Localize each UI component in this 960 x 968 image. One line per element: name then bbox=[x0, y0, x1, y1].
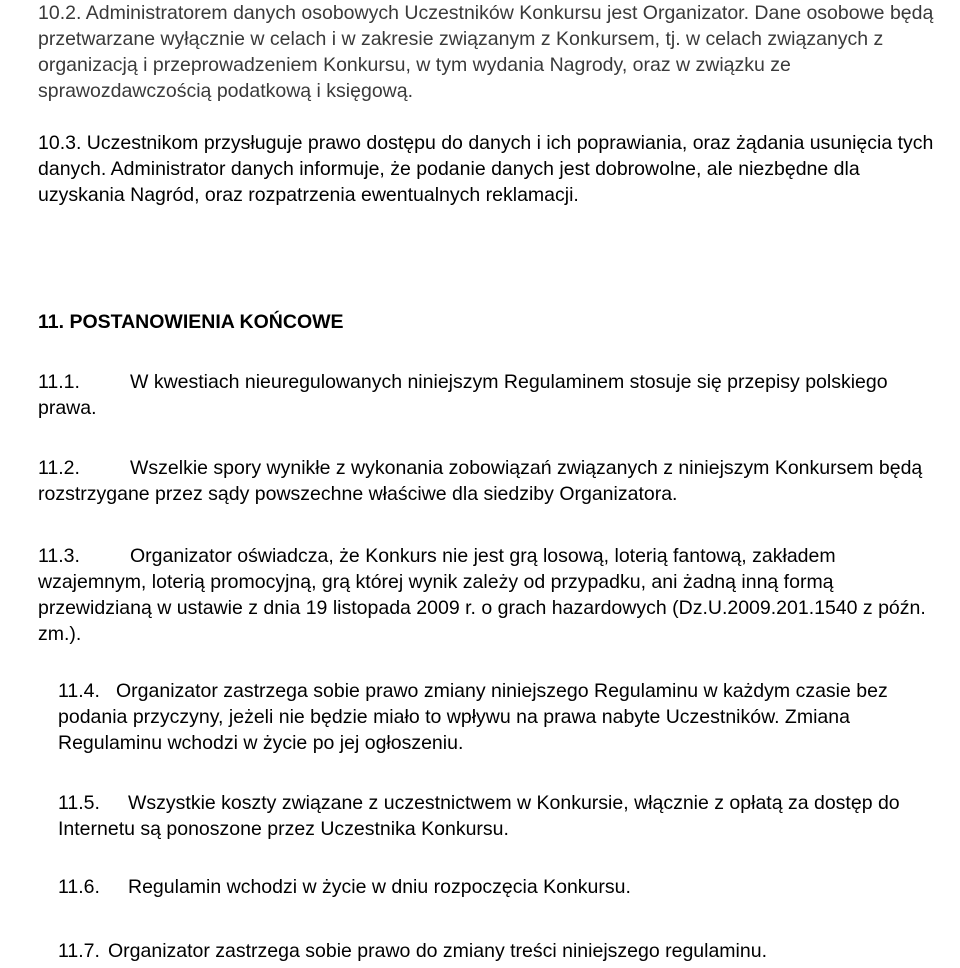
paragraph-number: 10.2. bbox=[38, 2, 82, 24]
paragraph-number: 10.3. bbox=[38, 132, 82, 154]
paragraph-text: Wszystkie koszty związane z uczestnictwem w Konkursie, włącznie z opłatą za dostęp do Internetu są ponoszone przez Uczestnika Konkursu. bbox=[58, 792, 900, 840]
paragraph-text: Organizator zastrzega sobie prawo do zmiany treści niniejszego regulaminu. bbox=[108, 940, 767, 962]
paragraph-10-3 bbox=[38, 130, 943, 208]
paragraph-text: Administratorem danych osobowych Uczestników Konkursu jest Organizator. Dane osobowe będą przetwarzane wyłącznie w celach i w zakresie związanym z Konkursem, tj. w celach związanych z organizacją i przeprowadzeniem Konkursu, w tym wydania Nagrody, oraz w związku ze sprawozdawczością podatkową i księgową. bbox=[38, 2, 934, 102]
paragraph-text: Regulamin wchodzi w życie w dniu rozpoczęcia Konkursu. bbox=[128, 876, 631, 898]
paragraph-11-2 bbox=[38, 455, 943, 507]
paragraph-number: 11.6. bbox=[58, 876, 100, 898]
paragraph-11-3 bbox=[38, 543, 943, 647]
paragraph-text: Organizator oświadcza, że Konkurs nie jest grą losową, loterią fantową, zakładem wzajemnym, loterią promocyjną, grą której wynik zależy od przypadku, ani żadną inną formą przewidzianą w ustawie z dnia 19 listopada 2009 r. o grach hazardowych (Dz.U.2009.201.1540 z późn. zm.). bbox=[38, 545, 926, 645]
paragraph-number: 11.3. bbox=[38, 545, 80, 567]
paragraph-11-7 bbox=[58, 938, 943, 964]
paragraph-text: Wszelkie spory wynikłe z wykonania zobowiązań związanych z niniejszym Konkursem będą rozstrzygane przez sądy powszechne właściwe dla siedziby Organizatora. bbox=[38, 457, 923, 505]
paragraph-text: W kwestiach nieuregulowanych niniejszym Regulaminem stosuje się przepisy polskiego prawa. bbox=[38, 371, 888, 419]
paragraph-11-5 bbox=[58, 790, 943, 842]
paragraph-11-4 bbox=[58, 678, 943, 756]
paragraph-number: 11.5. bbox=[58, 792, 100, 814]
paragraph-text: Organizator zastrzega sobie prawo zmiany niniejszego Regulaminu w każdym czasie bez podania przyczyny, jeżeli nie będzie miało to wpływu na prawa nabyte Uczestników. Zmiana Regulaminu wchodzi w życie po jej ogłoszeniu. bbox=[58, 680, 888, 754]
paragraph-number: 11.2. bbox=[38, 457, 80, 479]
paragraph-10-2 bbox=[38, 0, 943, 104]
paragraph-number: 11.1. bbox=[38, 371, 80, 393]
paragraph-number: 11.7. bbox=[58, 940, 100, 962]
paragraph-number: 11.4. bbox=[58, 680, 100, 702]
paragraph-text: Uczestnikom przysługuje prawo dostępu do danych i ich poprawiania, oraz żądania usunięcia tych danych. Administrator danych informuje, że podanie danych jest dobrowolne, ale niezbędne dla uzyskania Nagród, oraz rozpatrzenia ewentualnych reklamacji. bbox=[38, 132, 934, 206]
paragraph-11-6 bbox=[58, 874, 943, 900]
paragraph-11-1 bbox=[38, 369, 943, 421]
section-heading: 11. POSTANOWIENIA KOŃCOWE bbox=[38, 311, 344, 333]
